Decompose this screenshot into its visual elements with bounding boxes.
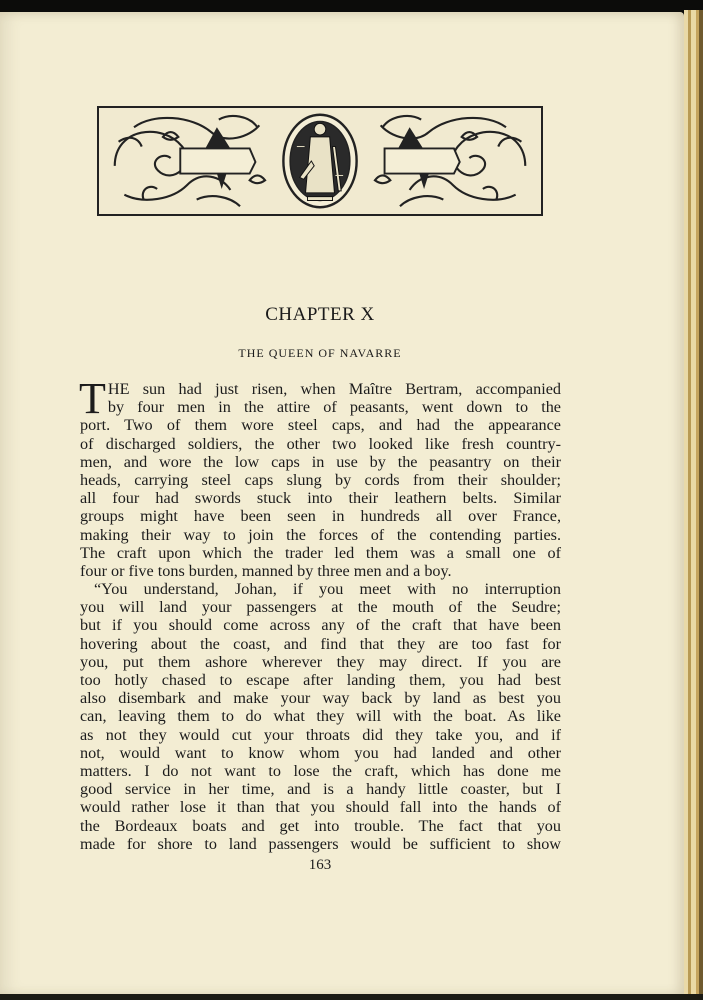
text-line: made for shore to land passengers would be sufficient to show [80,834,561,853]
text-line: not, would want to know whom you had landed and other [80,743,561,762]
text-line: you will land your passengers at the mouth of the Seudre; [80,598,561,617]
text-line: HE sun had just risen, when Maître Bertram, accompanied [107,380,561,398]
text-line: “You understand, Johan, if you meet with no interruption [94,580,561,599]
chapter-headpiece-ornament [97,106,543,216]
text-line: as not they would cut your throats did they take you, and if [80,725,561,744]
page-edge [699,10,703,1000]
text-line: the Bordeaux boats and get into trouble. The fact that you [80,816,561,835]
text-line: The craft upon which the trader led them was a small one of [80,543,561,562]
ornament-illustration [99,108,541,214]
text-line: matters. I do not want to lose the craft, which has done me [80,761,561,780]
body-text [79,374,561,853]
text-line: of discharged soldiers, the other two looked like fresh country- [80,434,561,453]
text-line: can, leaving them to do what they will with the boat. As like [80,707,561,726]
text-line: good service in her time, and is a handy little coaster, but I [80,780,561,799]
text-line: by four men in the attire of peasants, went down to the [107,398,561,417]
text-line: would rather lose it than that you should fall into the hands of [80,798,561,817]
text-line: also disembark and make your way back by land as best you [80,689,561,708]
text-line: too hotly chased to escape after landing them, you had best [80,671,561,689]
text-line: hovering about the coast, and find that they are too fast for [80,634,561,653]
text-line: but if you should come across any of the craft that have been [80,616,561,635]
chapter-heading: CHAPTER X [265,304,375,325]
text-line: heads, carrying steel caps slung by cords from their shoulder; [80,470,561,489]
text-line: groups might have been seen in hundreds all over France, [80,507,561,526]
text-line: port. Two of them wore steel caps, and had the appearance [80,416,561,435]
drop-cap: T [79,374,106,423]
text-line: men, and wore the low caps in use by the peasantry on their [80,452,561,471]
text-line: making their way to join the forces of the contending parties. [80,525,561,544]
page-number: 163 [308,857,332,873]
bottom-dark-band [0,994,703,1000]
text-line: four or five tons burden, manned by three men and a boy. [80,561,452,580]
text-line: you, put them ashore wherever they may direct. If you are [80,652,561,671]
text-line: all four had swords stuck into their leathern belts. Similar [80,489,561,508]
chapter-subtitle: THE QUEEN OF NAVARRE [238,346,402,360]
